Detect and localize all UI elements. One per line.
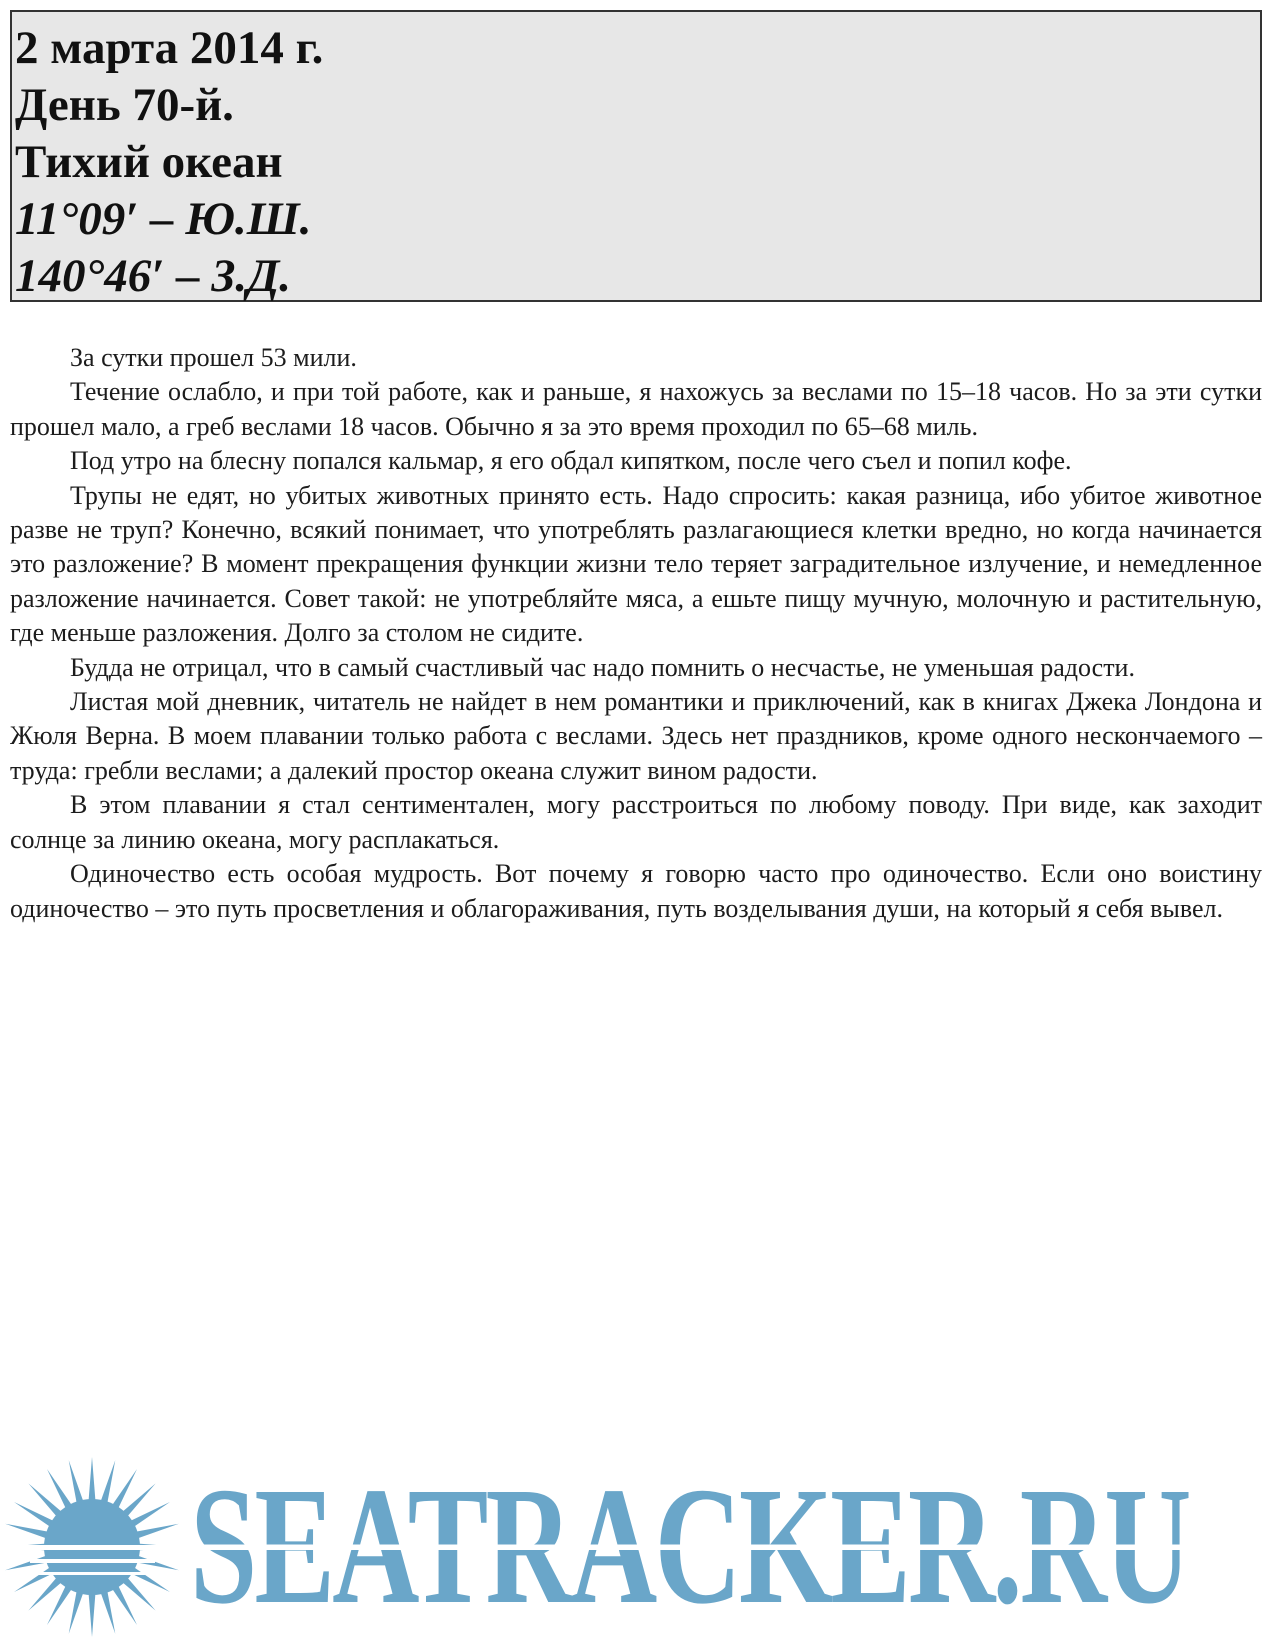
logo-text: SEATRACKER.RU bbox=[190, 1453, 1189, 1639]
paragraph: Одиночество есть особая мудрость. Вот почему я говорю часто про одиночество. Если оно воистину одиночество – это путь просветления и облагораживания, путь возделывания души, на который я себя вывел. bbox=[10, 859, 1262, 923]
seatracker-logo bbox=[0, 1455, 1275, 1645]
paragraph: Трупы не едят, но убитых животных принято есть. Надо спросить: какая разница, ибо убитое животное разве не труп? Конечно, всякий понимает, что употреблять разлагающиеся клетки вредно, но когда начинается это разложение? В момент прекращения функции жизни тело теряет заградительное излучение, и немедленное разложение начинается. Совет такой: не употребляйте мяса, а ешьте пищу мучную, молочную и растительную, где меньше разложения. Долго за столом не сидите. bbox=[10, 480, 1262, 648]
longitude-heading: 140°46′ – З.Д. bbox=[15, 250, 292, 302]
diary-body bbox=[10, 341, 1262, 926]
sun-ray bbox=[88, 1589, 96, 1637]
header-box bbox=[10, 10, 1262, 302]
location-heading: Тихий океан bbox=[15, 136, 283, 188]
paragraph: В этом плавании я стал сентиментален, могу расстроиться по любому поводу. При виде, как заходит солнце за линию океана, могу расплакаться. bbox=[10, 790, 1262, 854]
latitude-heading: 11°09′ – Ю.Ш. bbox=[15, 193, 312, 245]
paragraph: Под утро на блесну попался кальмар, я его обдал кипятком, после чего съел и попил кофе. bbox=[70, 446, 1072, 476]
sun-ray bbox=[88, 1457, 96, 1505]
sun-icon bbox=[0, 1455, 185, 1645]
date-heading: 2 марта 2014 г. bbox=[15, 22, 324, 74]
paragraph: Листая мой дневник, читатель не найдет в нем романтики и приключений, как в книгах Джека Лондона и Жюля Верна. В моем плавании только работа с веслами. Здесь нет праздников, кроме одного нескончаемого – труда: гребли веслами; а далекий простор океана служит вином радости. bbox=[10, 687, 1262, 785]
paragraph: За сутки прошел 53 мили. bbox=[70, 343, 357, 372]
paragraph: Будда не отрицал, что в самый счастливый час надо помнить о несчастье, не уменьшая радости. bbox=[70, 652, 1135, 682]
day-heading: День 70-й. bbox=[15, 79, 234, 131]
paragraph: Течение ослабло, и при той работе, как и раньше, я нахожусь за веслами по 15–18 часов. Но за эти сутки прошел мало, а греб веслами 18 часов. Обычно я за это время проходил по 65–68 миль. bbox=[10, 377, 1262, 441]
